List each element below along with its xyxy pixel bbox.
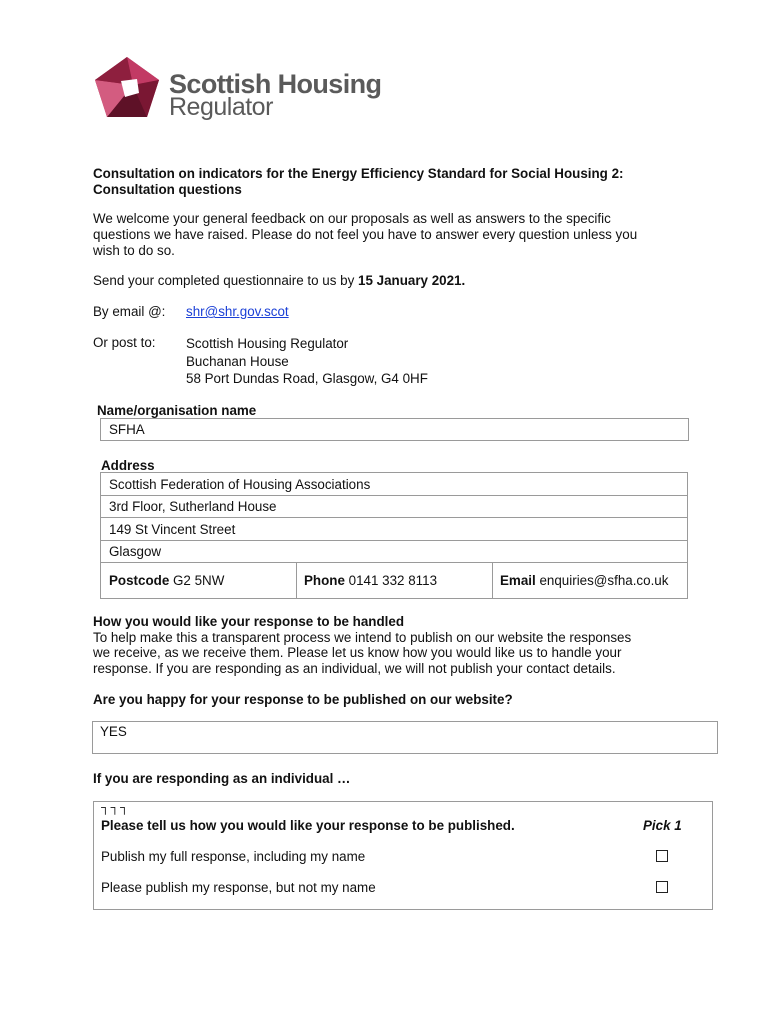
option-full-response-checkbox[interactable] [656, 850, 668, 862]
deadline-label: Send your completed questionnaire to us by [93, 273, 359, 288]
title-line1: Consultation on indicators for the Energy Efficiency Standard for Social Housing 2: [93, 166, 624, 181]
publish-question: Are you happy for your response to be published on our website? [93, 692, 513, 707]
postal-address [186, 335, 428, 388]
deadline-text [93, 273, 465, 288]
option-no-name-label: Please publish my response, but not my name [101, 880, 376, 895]
intro-paragraph [93, 211, 637, 259]
name-field[interactable] [100, 418, 689, 441]
regulator-logo-icon [93, 55, 161, 119]
phone-label: Phone [304, 573, 345, 588]
intro-line3: wish to do so. [93, 243, 175, 258]
publish-answer: YES [100, 724, 127, 739]
individual-heading: If you are responding as an individual … [93, 771, 351, 786]
option-full-response-label: Publish my full response, including my name [101, 849, 366, 864]
address-table [100, 472, 688, 599]
handling-line3: response. If you are responding as an individual, we will not publish your contact details. [93, 660, 616, 676]
postal-line3: 58 Port Dundas Road, Glasgow, G4 0HF [186, 371, 428, 386]
options-table-heading: Please tell us how you would like your response to be published. [101, 818, 515, 833]
logo-text-line2: Regulator [169, 93, 273, 121]
deadline-date: 15 January 2021. [358, 273, 466, 288]
postcode-cell [101, 570, 232, 591]
contact-email-label: Email [500, 573, 536, 588]
postcode-value: G2 5NW [173, 573, 225, 588]
handling-line1: To help make this a transparent process we intend to publish on our website the responses [93, 629, 632, 645]
logo-text-line1: Scottish Housing [169, 69, 382, 99]
intro-line1: We welcome your general feedback on our proposals as well as answers to the specific [93, 211, 611, 226]
publish-options-table [93, 801, 713, 910]
name-value: SFHA [109, 422, 145, 437]
page-title [93, 166, 623, 198]
email-link[interactable]: shr@shr.gov.scot [186, 304, 289, 319]
title-line2: Consultation questions [93, 182, 242, 197]
postal-line2: Buchanan House [186, 353, 289, 369]
postcode-label: Postcode [109, 573, 170, 588]
handling-heading: How you would like your response to be handled [93, 614, 404, 629]
intro-line2: questions we have raised. Please do not feel you have to answer every question unless you [93, 227, 638, 242]
address-line4: Glasgow [109, 544, 162, 559]
handling-line2: we receive, as we receive them. Please let us know how you would like us to handle your [93, 645, 622, 660]
postal-line1: Scottish Housing Regulator [186, 336, 349, 351]
address-line1: Scottish Federation of Housing Associations [109, 477, 371, 492]
form-marks: ┐┐┐ [101, 800, 130, 814]
phone-cell [296, 570, 445, 591]
option-no-name-checkbox[interactable] [656, 881, 668, 893]
email-cell [492, 570, 676, 591]
address-line3: 149 St Vincent Street [109, 522, 236, 537]
publish-answer-field[interactable] [92, 721, 718, 754]
address-label: Address [101, 458, 155, 473]
post-label: Or post to: [93, 335, 156, 350]
address-line2: 3rd Floor, Sutherland House [109, 499, 277, 514]
pick-label: Pick 1 [643, 818, 682, 833]
phone-value: 0141 332 8113 [348, 573, 438, 588]
contact-email-value: enquiries@sfha.co.uk [539, 573, 669, 588]
email-label: By email @: [93, 304, 166, 319]
handling-section [93, 614, 631, 676]
name-label: Name/organisation name [97, 403, 257, 418]
